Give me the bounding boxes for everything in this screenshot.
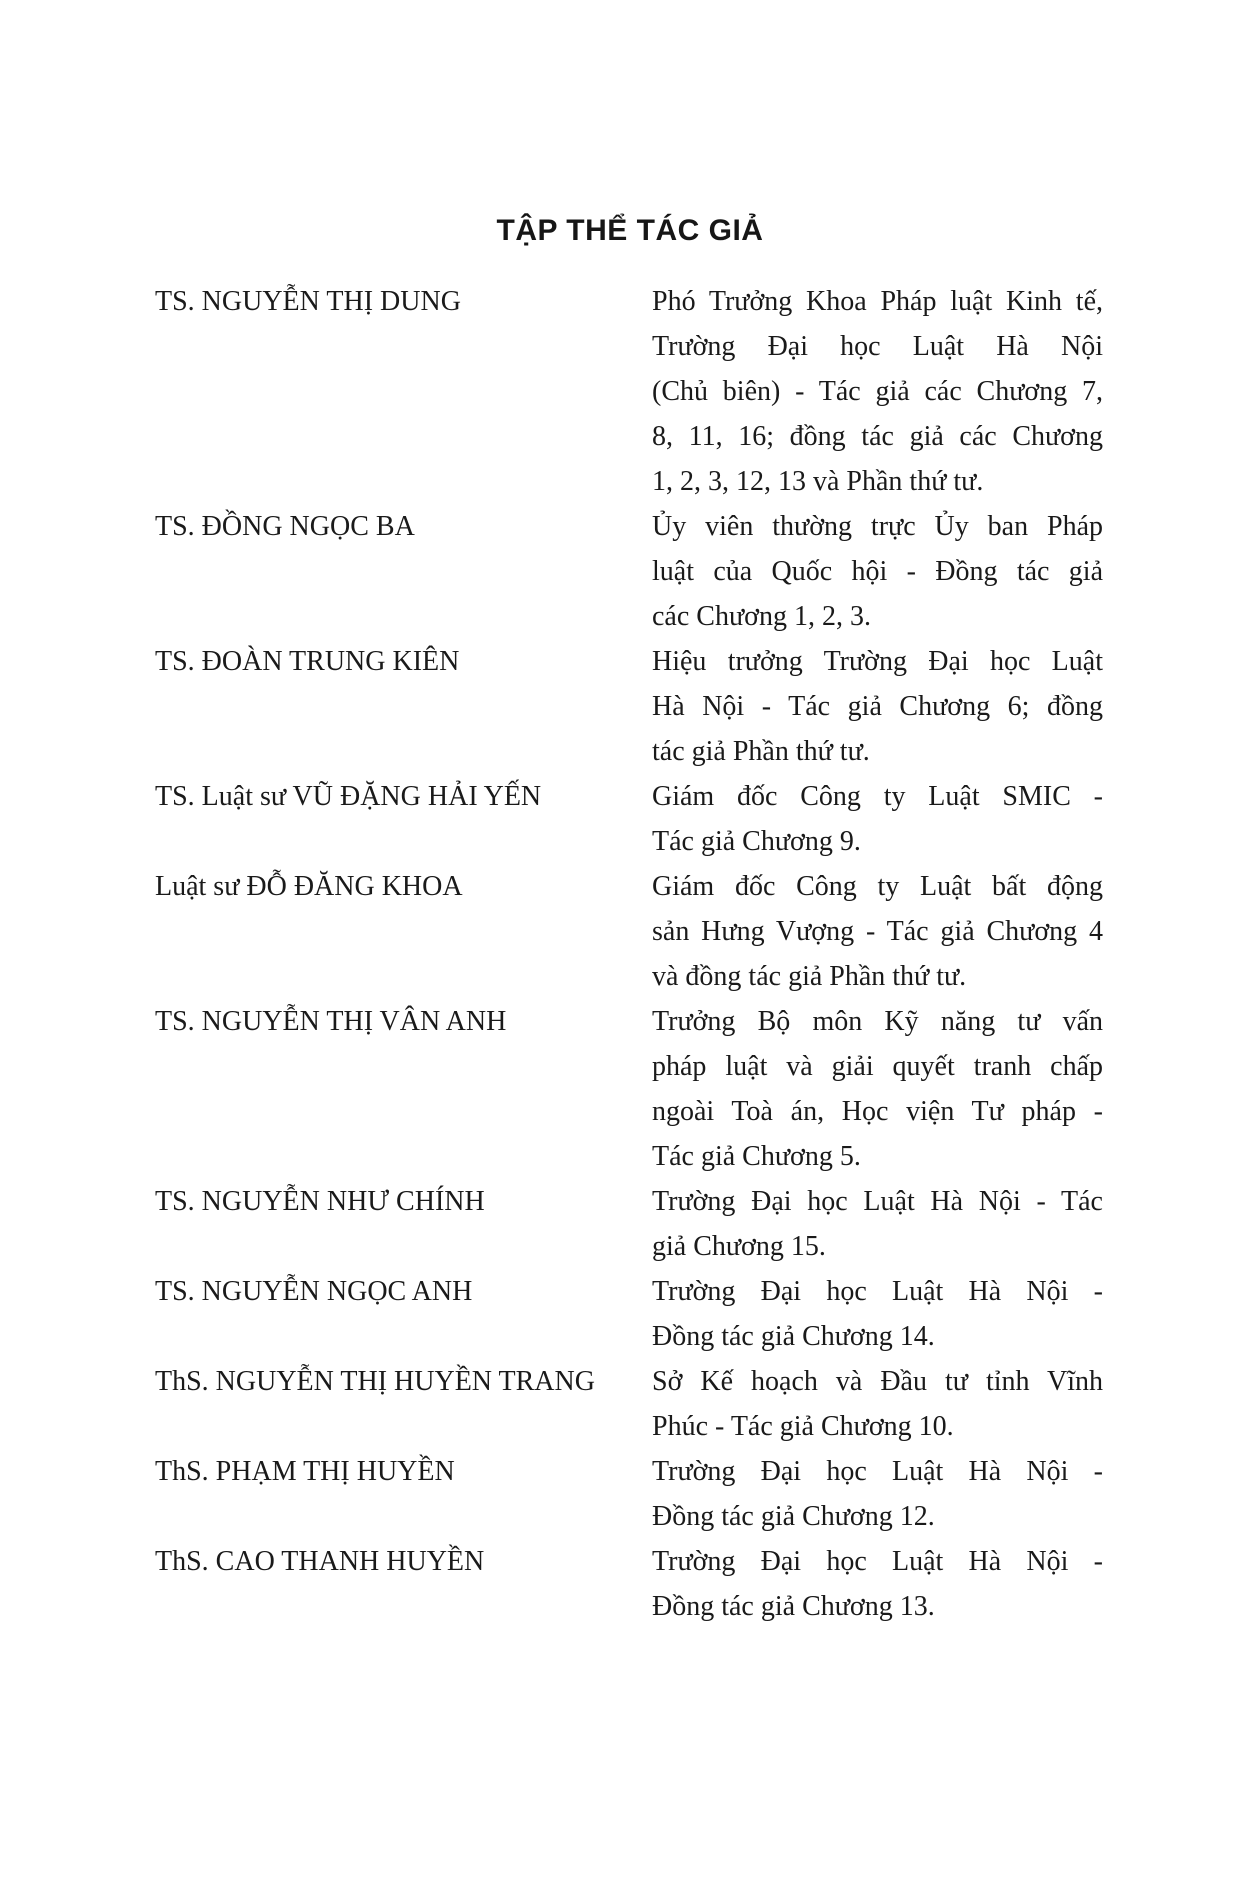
- description-line: Trưởng Bộ môn Kỹ năng tư vấn: [652, 1006, 1103, 1037]
- description-line: Tác giả Chương 9.: [652, 826, 861, 857]
- description-line: pháp luật và giải quyết tranh chấp: [652, 1051, 1103, 1082]
- author-row: [155, 774, 1105, 864]
- description-line: 8, 11, 16; đồng tác giả các Chương: [652, 421, 1103, 452]
- author-row: [155, 1449, 1105, 1539]
- description-line: 1, 2, 3, 12, 13 và Phần thứ tư.: [652, 466, 984, 497]
- description-line: Trường Đại học Luật Hà Nội -: [652, 1276, 1103, 1307]
- description-line: Hiệu trưởng Trường Đại học Luật: [652, 646, 1103, 677]
- author-description: [652, 1449, 1103, 1539]
- description-line: Đồng tác giả Chương 12.: [652, 1501, 935, 1532]
- description-line: Trường Đại học Luật Hà Nội: [652, 331, 1103, 362]
- author-row: [155, 999, 1105, 1179]
- author-row: [155, 864, 1105, 999]
- description-line: Trường Đại học Luật Hà Nội -: [652, 1456, 1103, 1487]
- author-row: [155, 1269, 1105, 1359]
- page-title: TẬP THỂ TÁC GIẢ: [496, 214, 764, 247]
- author-name: TS. ĐOÀN TRUNG KIÊN: [155, 646, 460, 677]
- author-description: [652, 1269, 1103, 1359]
- description-line: ngoài Toà án, Học viện Tư pháp -: [652, 1096, 1103, 1127]
- author-description: [652, 864, 1103, 999]
- description-line: Đồng tác giả Chương 14.: [652, 1321, 935, 1352]
- description-line: luật của Quốc hội - Đồng tác giả: [652, 556, 1103, 587]
- author-list: [155, 279, 1105, 1629]
- description-line: giả Chương 15.: [652, 1231, 826, 1262]
- author-name: ThS. PHẠM THỊ HUYỀN: [155, 1456, 455, 1487]
- description-line: Ủy viên thường trực Ủy ban Pháp: [652, 511, 1103, 542]
- description-line: (Chủ biên) - Tác giả các Chương 7,: [652, 376, 1103, 407]
- author-name: TS. NGUYỄN THỊ VÂN ANH: [155, 1006, 507, 1037]
- description-line: Phúc - Tác giả Chương 10.: [652, 1411, 954, 1442]
- author-description: [652, 1539, 1103, 1629]
- author-row: [155, 1359, 1105, 1449]
- author-description: [652, 279, 1103, 504]
- description-line: Giám đốc Công ty Luật bất động: [652, 871, 1103, 902]
- author-description: [652, 1179, 1103, 1269]
- description-line: Giám đốc Công ty Luật SMIC -: [652, 781, 1103, 812]
- description-line: sản Hưng Vượng - Tác giả Chương 4: [652, 916, 1103, 947]
- author-description: [652, 999, 1103, 1179]
- description-line: Trường Đại học Luật Hà Nội -: [652, 1546, 1103, 1577]
- author-name: TS. NGUYỄN NGỌC ANH: [155, 1276, 473, 1307]
- author-name: TS. NGUYỄN THỊ DUNG: [155, 286, 461, 317]
- author-row: [155, 1179, 1105, 1269]
- description-line: và đồng tác giả Phần thứ tư.: [652, 961, 967, 992]
- description-line: các Chương 1, 2, 3.: [652, 601, 871, 632]
- description-line: Trường Đại học Luật Hà Nội - Tác: [652, 1186, 1103, 1217]
- author-name: TS. NGUYỄN NHƯ CHÍNH: [155, 1186, 485, 1217]
- description-line: Phó Trưởng Khoa Pháp luật Kinh tế,: [652, 286, 1103, 317]
- description-line: Hà Nội - Tác giả Chương 6; đồng: [652, 691, 1103, 722]
- description-line: Sở Kế hoạch và Đầu tư tỉnh Vĩnh: [652, 1366, 1103, 1397]
- author-description: [652, 1359, 1103, 1449]
- description-line: tác giả Phần thứ tư.: [652, 736, 870, 767]
- author-name: TS. ĐỒNG NGỌC BA: [155, 511, 415, 542]
- author-row: [155, 279, 1105, 504]
- description-line: Đồng tác giả Chương 13.: [652, 1591, 935, 1622]
- author-row: [155, 639, 1105, 774]
- author-row: [155, 1539, 1105, 1629]
- author-description: [652, 639, 1103, 774]
- author-description: [652, 504, 1103, 639]
- author-name: ThS. CAO THANH HUYỀN: [155, 1546, 485, 1577]
- author-name: TS. Luật sư VŨ ĐẶNG HẢI YẾN: [155, 781, 542, 812]
- author-name: Luật sư ĐỖ ĐĂNG KHOA: [155, 871, 463, 902]
- author-description: [652, 774, 1103, 864]
- author-name: ThS. NGUYỄN THỊ HUYỀN TRANG: [155, 1366, 595, 1397]
- author-row: [155, 504, 1105, 639]
- description-line: Tác giả Chương 5.: [652, 1141, 861, 1172]
